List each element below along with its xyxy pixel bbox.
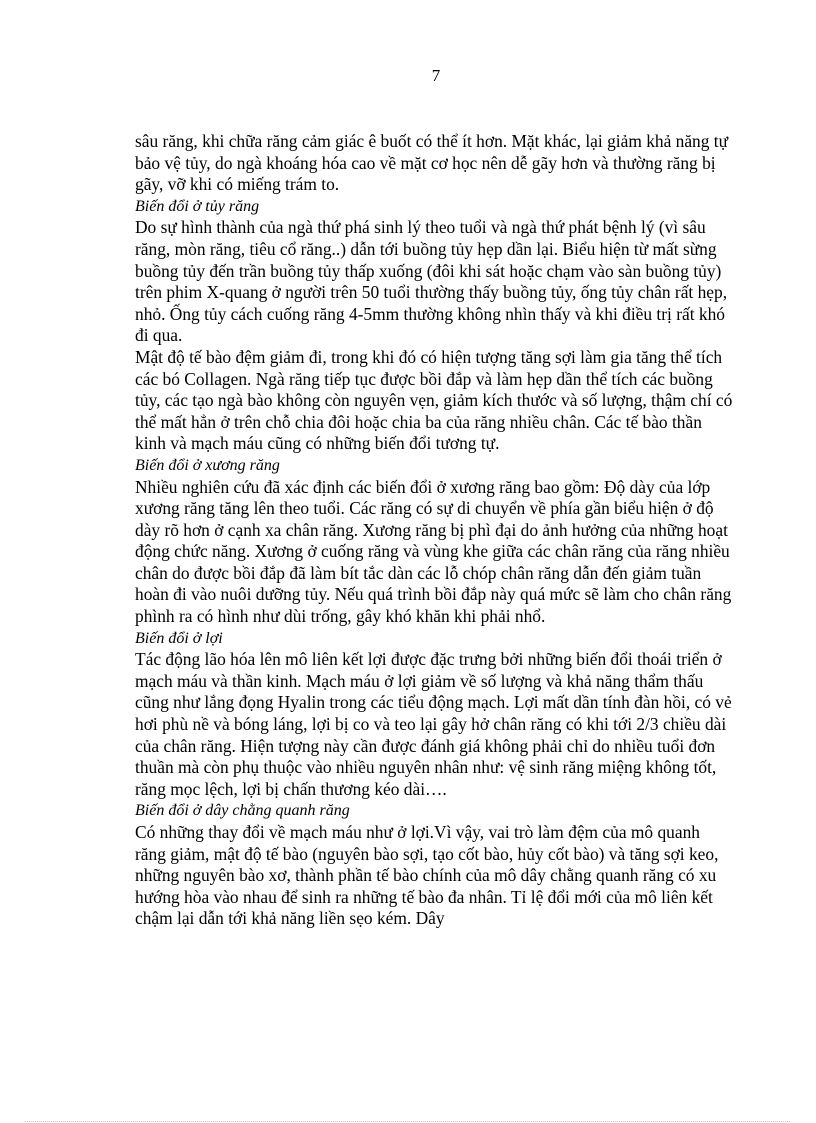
page-number: 7 bbox=[431, 66, 441, 85]
heading-periodontal-ligament-changes: Biến đổi ở dây chằng quanh răng bbox=[135, 802, 350, 820]
paragraph-periodontal-ligament: Có những thay đổi về mạch máu như ở lợi.Vì vậy, vai trò làm đệm của mô quanh răng giảm, mật độ tế bào (nguyên bào sợi, tạo cốt bào, hủy cốt bào) và tăng sợi keo, những nguyên bào xơ, thành phần tế bào chính của mô dây chằng quanh răng có xu hướng hòa vào nhau để sinh ra những tế bào đa nhân. Tỉ lệ đổi mới của mô liên kết chậm lại dẫn tới khả năng liền sẹo kém. Dây bbox=[135, 822, 719, 929]
paragraph-gingiva: Tác động lão hóa lên mô liên kết lợi được đặc trưng bởi những biến đổi thoái triển ở mạch máu và thần kinh. Mạch máu ở lợi giảm về số lượng và khả năng thẩm thấu cũng như lắng đọng Hyalin trong các tiểu động mạch. Lợi mất dần tính đàn hồi, có vẻ hơi phù nề và bóng láng, lợi bị co và teo lại gây hở chân răng có khi tới 2/3 chiều dài của chân răng. Hiện tượng này cần được đánh giá không phải chỉ do nhiều tuổi đơn thuần mà còn phụ thuộc vào nhiều nguyên nhân như: vệ sinh răng miệng không tốt, răng mọc lệch, lợi bị chấn thương kéo dài…. bbox=[135, 649, 732, 799]
page-bottom-divider bbox=[25, 1121, 790, 1122]
paragraph-pulp-chamber: Do sự hình thành của ngà thứ phá sinh lý theo tuổi và ngà thứ phát bệnh lý (vì sâu răng, mòn răng, tiêu cổ răng..) dẫn tới buồng tủy hẹp dần lại. Biểu hiện từ mất sừng buồng tủy đến trần buồng tủy thấp xuống (đôi khi sát hoặc chạm vào sàn buồng tủy) trên phim X-quang ở người trên 50 tuổi thường thấy buồng tủy, ống tủy chân rất hẹp, nhỏ. Ống tủy cách cuống răng 4-5mm thường không nhìn thấy và khi điều trị rất khó đi qua. bbox=[135, 217, 728, 346]
heading-gingiva-changes: Biến đổi ở lợi bbox=[135, 629, 223, 647]
paragraph-cementum: Nhiều nghiên cứu đã xác định các biến đổi ở xương răng bao gồm: Độ dày của lớp xương răng tăng lên theo tuổi. Các răng có sự di chuyển về phía gần biểu hiện ở độ dày rõ hơn ở cạnh xa chân răng. Xương răng bị phì đại do ảnh hưởng của những hoạt động chức năng. Xương ở cuống răng và vùng khe giữa các chân răng của răng nhiều chân do được bồi đắp đã làm bít tắc dàn các lỗ chóp chân răng dẫn đến giảm tuần hoàn đi vào nuôi dưỡng tủy. Nếu quá trình bồi đắp này quá mức sẽ làm cho chân răng phình ra có hình như dùi trống, gây khó khăn khi phải nhổ. bbox=[135, 476, 732, 627]
paragraph-pulp-cells: Mật độ tế bào đệm giảm đi, trong khi đó có hiện tượng tăng sợi làm gia tăng thể tích các bó Collagen. Ngà răng tiếp tục được bồi đắp và làm hẹp dần thể tích các buồng tủy, các tạo ngà bào không còn nguyên vẹn, giảm kích thước và số lượng, thậm chí có thể mất hẳn ở trên chỗ chia đôi hoặc chia ba của răng nhiều chân. Các tế bào thần kinh và mạch máu cũng có những biến đổi tương tự. bbox=[135, 346, 733, 454]
paragraph-enamel-dentin-cont: sâu răng, khi chữa răng cảm giác ê buốt có thể ít hơn. Mặt khác, lại giảm khả năng tự bảo vệ tủy, do ngà khoáng hóa cao về mặt cơ học nên dễ gãy hơn và thường răng bị gãy, vỡ khi có miếng trám to. bbox=[135, 131, 729, 195]
heading-pulp-changes: Biến đổi ở tủy răng bbox=[135, 197, 260, 215]
document-body bbox=[135, 131, 735, 930]
heading-cementum-changes: Biến đổi ở xương răng bbox=[135, 456, 280, 474]
